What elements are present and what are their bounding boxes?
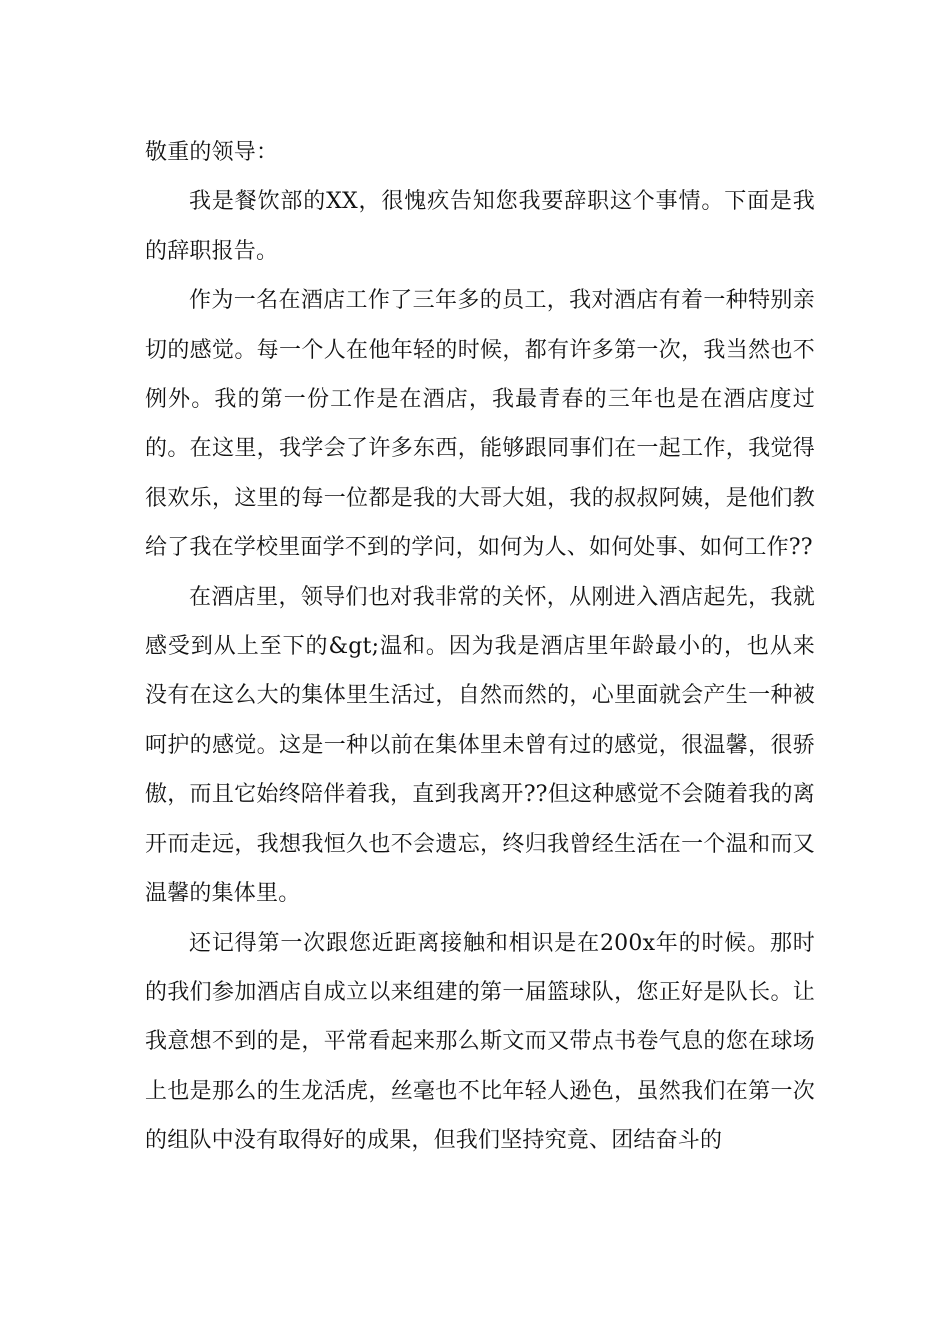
paragraph-1: 我是餐饮部的XX，很愧疚告知您我要辞职这个事情。下面是我的辞职报告。 — [145, 189, 815, 264]
paragraph-4: 还记得第一次跟您近距离接触和相识是在200x年的时候。那时的我们参加酒店自成立以来组建的第一届篮球队，您正好是队长。让我意想不到的是，平常看起来那么斯文而又带点书卷气息的您在球场上也是那么的生龙活虎，丝毫也不比年轻人逊色，虽然我们在第一次的组队中没有取得好的成果，但我们坚持究竟、团结奋斗的 — [145, 930, 815, 1154]
paragraph-2: 作为一名在酒店工作了三年多的员工，我对酒店有着一种特别亲切的感觉。每一个人在他年轻的时候，都有许多第一次，我当然也不例外。我的第一份工作是在酒店，我最青春的三年也是在酒店度过的。在这里，我学会了许多东西，能够跟同事们在一起工作，我觉得很欢乐，这里的每一位都是我的大哥大姐，我的叔叔阿姨，是他们教给了我在学校里面学不到的学问，如何为人、如何处事、如何工作?? — [145, 288, 815, 561]
letter-body — [145, 128, 815, 1166]
paragraph-3: 在酒店里，领导们也对我非常的关怀，从刚进入酒店起先，我就感受到从上至下的&gt;温和。因为我是酒店里年龄最小的，也从来没有在这么大的集体里生活过，自然而然的，心里面就会产生一种被呵护的感觉。这是一种以前在集体里未曾有过的感觉，很温馨，很骄傲，而且它始终陪伴着我，直到我离开??但这种感觉不会随着我的离开而走远，我想我恒久也不会遗忘，终归我曾经生活在一个温和而又温馨的集体里。 — [145, 584, 815, 907]
salutation: 敬重的领导： — [145, 140, 279, 165]
